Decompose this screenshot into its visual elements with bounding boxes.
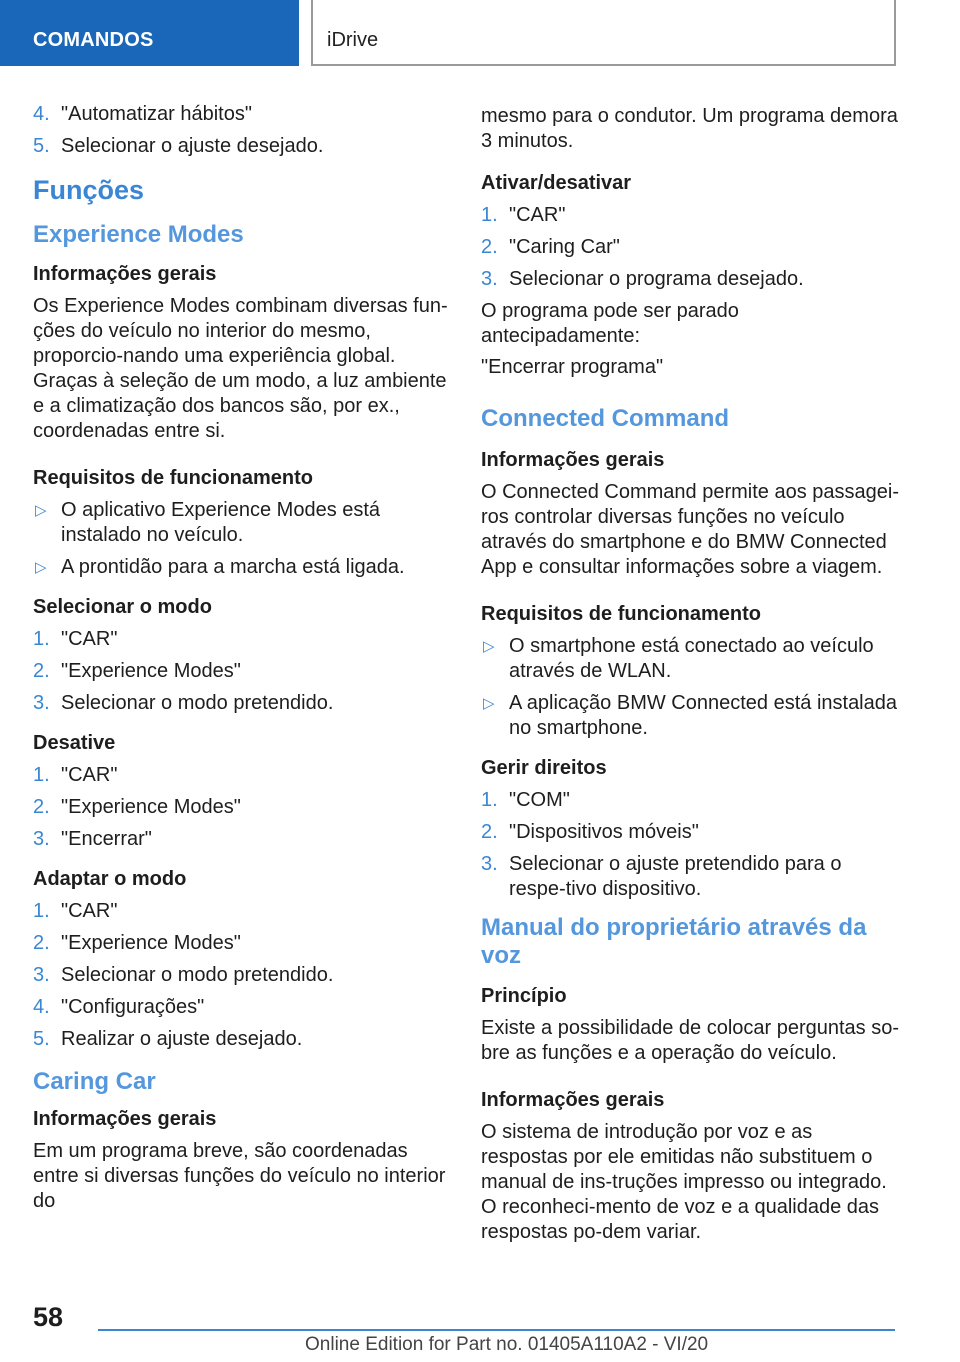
subheading-select-mode: Selecionar o modo (33, 596, 212, 618)
paragraph-info: Os Experience Modes combinam diversas fun-ções do veículo no interior do mesmo, proporcio-nando uma experiência global. Graças à seleção de um modo, a luz ambiente e a climatização dos bancos são, por ex., coordenadas entre si. (33, 295, 448, 442)
list-item: 1. "CAR" (33, 900, 118, 922)
paragraph-caring-car: Em um programa breve, são coordenadas entre si diversas funções do veículo no interior do (33, 1140, 446, 1212)
list-item: 2. "Dispositivos móveis" (481, 821, 699, 843)
subheading-requirements: Requisitos de funcionamento (481, 603, 762, 625)
list-item: 2. "Experience Modes" (33, 796, 241, 818)
list-item: 3. Selecionar o ajuste pretendido para o respe-tivo dispositivo. (481, 853, 842, 900)
paragraph-continued: mesmo para o condutor. Um programa demora 3 minutos. (481, 105, 898, 152)
list-item: ▷ O smartphone está conectado ao veículo através de WLAN. (483, 635, 874, 682)
paragraph-connected-command: O Connected Command permite aos passagei-ros controlar diversas funções no veículo através do smartphone e do BMW Connected App e consultar informações sobre a viagem. (481, 481, 899, 578)
list-item: 2. "Experience Modes" (33, 932, 241, 954)
list-item: 3. Selecionar o programa desejado. (481, 268, 804, 290)
adapt-mode-steps (33, 899, 451, 1052)
list-item: ▷ A aplicação BMW Connected está instalada no smartphone. (483, 692, 897, 739)
left-column (33, 102, 451, 1214)
chapter-title: iDrive (327, 29, 379, 51)
list-item: 1. "CAR" (33, 628, 118, 650)
footer-divider (98, 1329, 895, 1331)
triangle-bullet-icon: ▷ (483, 695, 495, 712)
heading-caring-car: Caring Car (33, 1068, 156, 1095)
list-item: 4. "Automatizar hábitos" (33, 103, 252, 125)
triangle-bullet-icon: ▷ (483, 638, 495, 655)
subheading-info: Informações gerais (481, 1089, 665, 1111)
list-item: 1. "CAR" (481, 204, 566, 226)
list-item: 5. Realizar o ajuste desejado. (33, 1028, 303, 1050)
list-item: 1. "CAR" (33, 764, 118, 786)
triangle-bullet-icon: ▷ (35, 559, 47, 576)
list-item: ▷ A prontidão para a marcha está ligada. (35, 556, 405, 578)
subheading-activate: Ativar/desativar (481, 172, 632, 194)
right-column (481, 104, 901, 1245)
heading-voice-manual: Manual do proprietário através da voz (481, 914, 867, 969)
paragraph-principle: Existe a possibilidade de colocar perguntas so-bre as funções e a operação do veículo. (481, 1017, 900, 1064)
page-header (0, 0, 960, 66)
requirements-list (33, 498, 451, 580)
triangle-bullet-icon: ▷ (35, 502, 47, 519)
subheading-manage-rights: Gerir direitos (481, 757, 607, 779)
paragraph-stop-command: "Encerrar programa" (481, 356, 664, 378)
requirements-list (481, 634, 901, 741)
list-item: 3. Selecionar o modo pretendido. (33, 964, 334, 986)
list-item: 2. "Caring Car" (481, 236, 620, 258)
section-tab (0, 0, 299, 66)
subheading-info: Informações gerais (33, 1108, 217, 1130)
list-item: 1. "COM" (481, 789, 570, 811)
page-number: 58 (33, 1302, 64, 1332)
subheading-info: Informações gerais (33, 263, 217, 285)
list-item: 4. "Configurações" (33, 996, 205, 1018)
subheading-requirements: Requisitos de funcionamento (33, 467, 314, 489)
manage-rights-steps (481, 788, 901, 902)
subheading-adapt-mode: Adaptar o modo (33, 868, 187, 890)
list-item: 3. "Encerrar" (33, 828, 152, 850)
activate-steps (481, 203, 901, 292)
subheading-principle: Princípio (481, 985, 567, 1007)
deactivate-steps (33, 763, 451, 852)
subheading-deactivate: Desative (33, 732, 116, 754)
heading-connected-command: Connected Command (481, 405, 730, 432)
list-item: 5. Selecionar o ajuste desejado. (33, 135, 324, 157)
list-item: ▷ O aplicativo Experience Modes está instalado no veículo. (35, 499, 381, 546)
section-heading-funcoes: Funções (33, 175, 145, 205)
steps-list-top (33, 102, 451, 159)
list-item: 2. "Experience Modes" (33, 660, 241, 682)
paragraph-stop: O programa pode ser parado antecipadamente: (481, 300, 739, 347)
section-title: COMANDOS (33, 29, 154, 51)
select-mode-steps (33, 627, 451, 716)
list-item: 3. Selecionar o modo pretendido. (33, 692, 334, 714)
paragraph-voice-info: O sistema de introdução por voz e as respostas por ele emitidas não substituem o manual de ins-truções impresso ou integrado. O reconheci-mento de voz e a qualidade das respostas po-dem variar. (481, 1121, 887, 1243)
subheading-info: Informações gerais (481, 449, 665, 471)
footer-edition: Online Edition for Part no. 01405A110A2 - VI/20 (305, 1334, 709, 1355)
chapter-tab (311, 0, 896, 66)
heading-experience-modes: Experience Modes (33, 221, 244, 248)
